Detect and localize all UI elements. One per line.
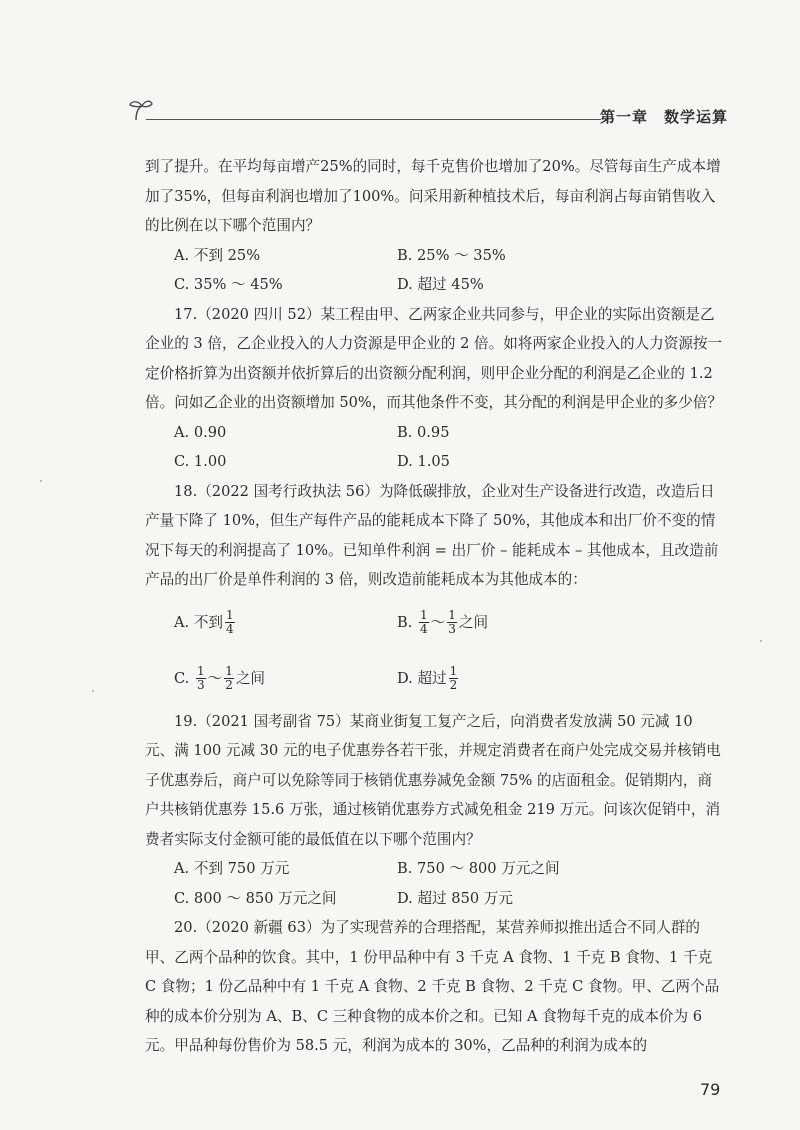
q19-options-row1 — [145, 854, 725, 884]
header-rule — [146, 119, 601, 120]
scan-speck — [760, 640, 762, 642]
fraction-one-quarter: $\frac{1}{4}$ — [420, 608, 428, 637]
q19-options-row2 — [145, 884, 725, 914]
q16-option-d: D. 超过 45% — [397, 276, 484, 293]
fraction-one-third: $\frac{1}{3}$ — [196, 664, 205, 693]
q18-option-c: C. $\frac{1}{3}$ ～ $\frac{1}{2}$ 之间 — [174, 664, 266, 693]
page-header — [128, 98, 728, 130]
q20-text: 20.（2020 新疆 63）为了实现营养的合理搭配，某营养师拟推出适合不同人群的甲、乙两个品种的饮食。其中，1 份甲品种中有 3 千克 A 食物、1 千克 B 食物、1 千克 C 食物；1 份乙品种中有 1 千克 A 食物、2 千克 B 食物、2 千克 C 食物。甲、乙两个品种的成本价分别为 A、B、C 三种食物的成本价之和。已知 A 食物每千克的成本价为 6 元。甲品种每份售价为 58.5 元，利润为成本的 30%，乙品种的利润为成本的 — [145, 919, 720, 1054]
q18-option-a-prefix: A. 不到 — [174, 613, 224, 631]
q18-option-a — [145, 608, 397, 638]
q19-option-c: C. 800 ～ 850 万元之间 — [174, 889, 337, 907]
q16-continuation: 到了提升。在平均每亩增产25%的同时，每千克售价也增加了20%。尽管每亩生产成本增加了35%，但每亩利润也增加了100%。问采用新种植技术后，每亩利润占每亩销售收入的比例在以下哪个范围内？ — [145, 158, 721, 234]
q19-option-a: A. 不到 750 万元 — [174, 860, 290, 877]
q16-option-a: A. 不到 25% — [174, 246, 261, 264]
q17-option-b: B. 0.95 — [397, 423, 450, 441]
q16-options-row2 — [145, 270, 725, 300]
page-number: 79 — [700, 1080, 721, 1099]
page-body — [145, 152, 725, 1061]
q19-option-d: D. 超过 850 万元 — [397, 889, 513, 907]
q17-text: 17.（2020 四川 52）某工程由甲、乙两家企业共同参与，甲企业的实际出资额是乙企业的 3 倍，乙企业投入的人力资源是甲企业的 2 倍。如将两家企业投入的人力资源按一定价格折算为出资额并依折算后的出资额分配利润，则甲企业分配的利润是乙企业的 1.2 倍。问如乙企业的出资额增加 50%，而其他条件不变，其分配的利润是甲企业的多少倍？ — [145, 305, 723, 411]
q16-option-c: C. 35% ～ 45% — [174, 276, 283, 293]
chapter-title: 第一章 数学运算 — [599, 108, 728, 126]
fraction-one-half: $\frac{1}{2}$ — [449, 664, 458, 693]
q18-option-b: B. $\frac{1}{4}$ ～ $\frac{1}{3}$ 之间 — [397, 608, 489, 637]
fraction-one-third: $\frac{1}{3}$ — [448, 608, 456, 637]
q19-option-b: B. 750 ～ 800 万元之间 — [397, 860, 560, 877]
q17-options-row2 — [145, 447, 725, 477]
q18-option-d — [397, 664, 649, 694]
fraction-one-quarter: $\frac{1}{4}$ — [226, 608, 234, 637]
q17-option-a: A. 0.90 — [174, 423, 227, 441]
q17-options-row1 — [145, 418, 725, 448]
q18-option-c-prefix: C. — [174, 669, 190, 687]
fraction-one-half: $\frac{1}{2}$ — [225, 664, 233, 693]
q16-option-b: B. 25% ～ 35% — [397, 246, 506, 264]
q18-option-b-prefix: B. — [397, 613, 413, 631]
q19-text: 19.（2021 国考副省 75）某商业街复工复产之后，向消费者发放满 50 元减 10 元、满 100 元减 30 元的电子优惠券各若干张，并规定消费者在商户处完成交易并核销电子优惠券后，商户可以免除等同于核销优惠券减免金额 75% 的店面租金。促销期内，商户共核销优惠券 15.6 万张，通过核销优惠券方式减免租金 219 万元。问该次促销中，消费者实际支付金额可能的最低值在以下哪个范围内？ — [145, 712, 721, 848]
q18-options-row1 — [145, 595, 725, 651]
q17-option-c: C. 1.00 — [174, 453, 227, 470]
q17-option-d: D. 1.05 — [397, 453, 450, 470]
scan-speck — [40, 480, 42, 482]
q18-option-d-prefix: D. 超过 — [397, 669, 447, 687]
scan-speck — [92, 690, 94, 692]
q16-options-row1 — [145, 241, 725, 271]
q18-options-row2 — [145, 651, 725, 707]
q18-text: 18.（2022 国考行政执法 56）为降低碳排放，企业对生产设备进行改造，改造后日产量下降了 10%，但生产每件产品的能耗成本下降了 50%，其他成本和出厂价不变的情况下每天的利润提高了 10%。已知单件利润 = 出厂价 – 能耗成本 – 其他成本，且改造前产品的出厂价是单件利润的 3 倍，则改造前能耗成本为其他成本的： — [145, 482, 719, 588]
